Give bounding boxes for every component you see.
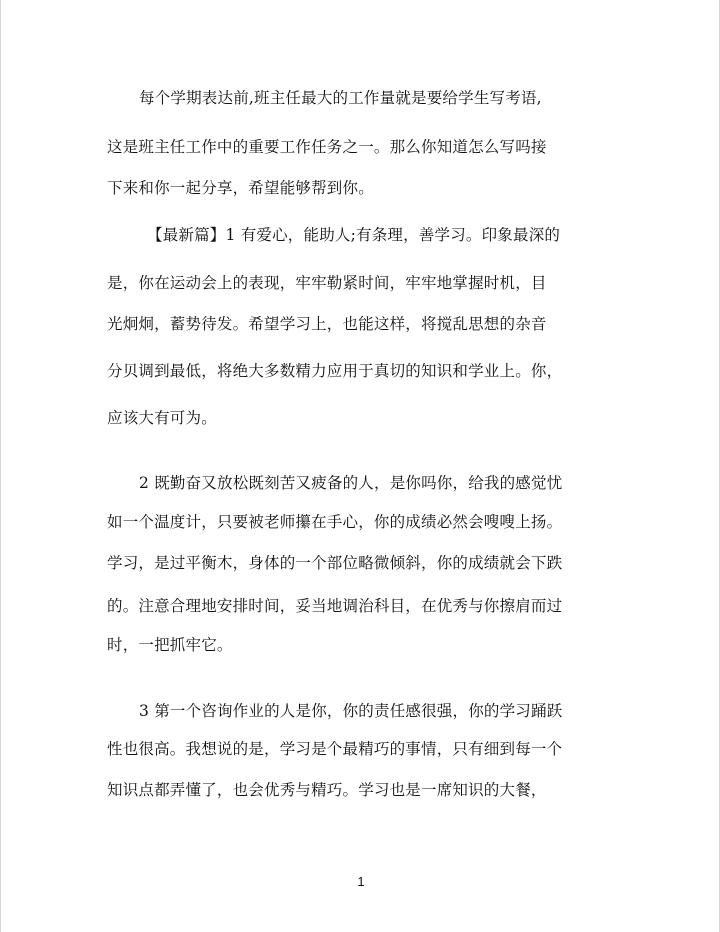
comment-2-line-3: 学习，是过平衡木，身体的一个部位略微倾斜，你的成绩就会下跌 — [107, 554, 563, 572]
comment-1-line-3: 光炯炯，蓄势待发。希望学习上，也能这样，将搅乱思想的杂音 — [107, 315, 547, 333]
comment-2-line-2: 如一个温度计，只要被老师攥在手心，你的成绩必然会嗖嗖上扬。 — [107, 513, 563, 531]
paragraph-1-line-3: 下来和你一起分享，希望能够帮到你。 — [107, 179, 374, 197]
comment-1-line-2: 是，你在运动会上的表现，牢牢勒紧时间，牢牢地掌握时机，目 — [107, 274, 547, 292]
comment-1-line-5: 应该大有可为。 — [107, 409, 217, 427]
comment-3-line-2: 性也很高。我想说的是，学习是个最精巧的事情，只有细到每一个 — [107, 740, 563, 758]
comment-1-line-4: 分贝调到最低，将绝大多数精力应用于真切的知识和学业上。你， — [107, 362, 563, 380]
comment-1-line-1: 【最新篇】1 有爱心，能助人;有条理，善学习。印象最深的 — [147, 226, 561, 244]
paragraph-1-line-2: 这是班主任工作中的重要工作任务之一。那么你知道怎么写吗接 — [107, 138, 547, 156]
page-number: 1 — [357, 874, 365, 889]
comment-2-line-4: 的。注意合理地安排时间，妥当地调治科目，在优秀与你擦肩而过 — [107, 597, 563, 615]
comment-2-line-5: 时，一把抓牢它。 — [107, 636, 233, 654]
comment-2-line-1: 2 既勤奋又放松既刻苦又疲备的人，是你吗你，给我的感觉忧 — [139, 474, 563, 492]
paragraph-1-line-1: 每个学期表达前,班主任最大的工作量就是要给学生写考语, — [139, 89, 542, 107]
comment-3-line-3: 知识点都弄懂了，也会优秀与精巧。学习也是一席知识的大餐， — [107, 781, 547, 799]
comment-3-line-1: 3 第一个咨询作业的人是你，你的责任感很强，你的学习踊跃 — [139, 702, 563, 720]
